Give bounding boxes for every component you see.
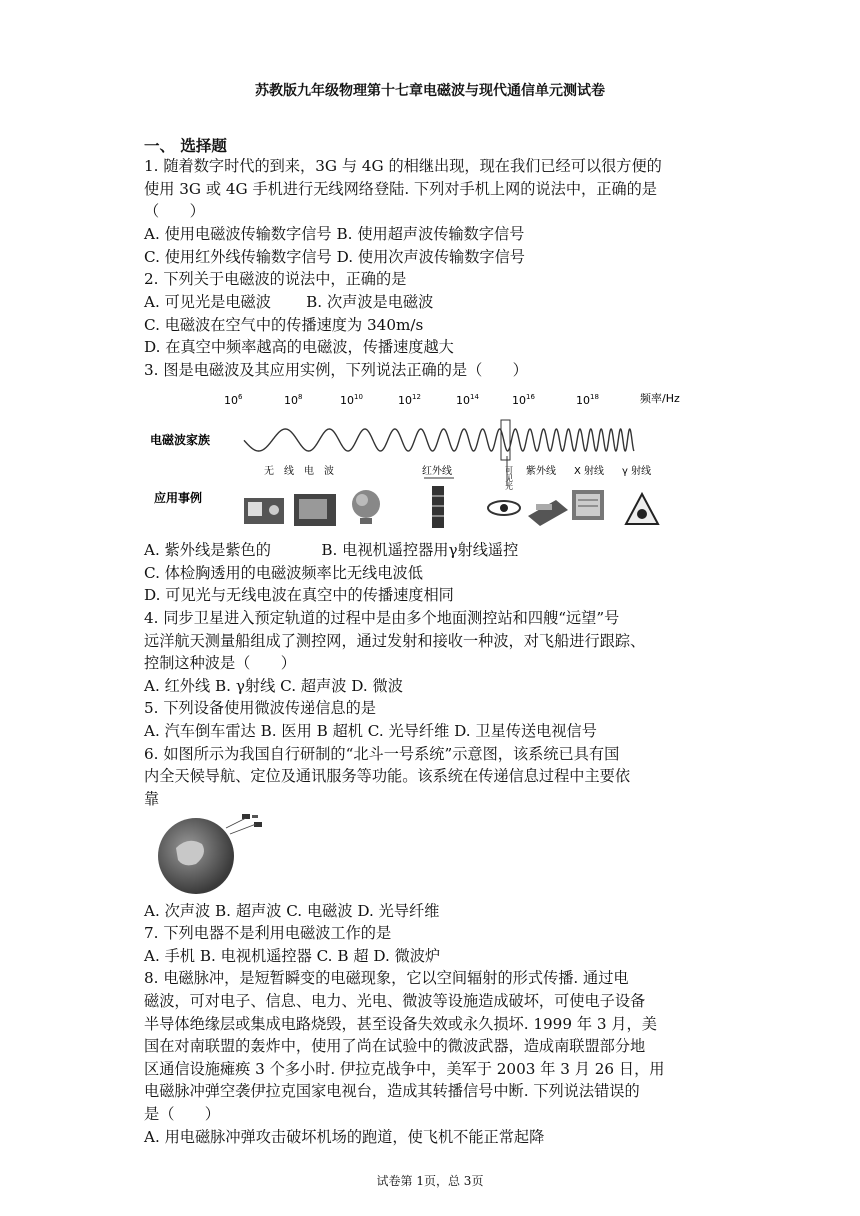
tv-set-image <box>294 494 336 526</box>
row-label-applications: 应用事例 <box>154 491 203 505</box>
q2-option-d: D. 在真空中频率越高的电磁波，传播速度越大 <box>144 338 454 356</box>
q8-stem-line1: 8. 电磁脉冲，是短暂瞬变的电磁现象，它以空间辐射的形式传播. 通过电 <box>144 969 629 987</box>
beidou-system-figure <box>156 808 276 896</box>
band-xray: X 射线 <box>574 466 605 477</box>
radio-set-image <box>244 498 284 524</box>
frequency-label: $10^{12}$ <box>398 393 421 407</box>
q6-stem-line1: 6. 如图所示为我国自行研制的“北斗一号系统”示意图，该系统已具有国 <box>144 745 620 763</box>
q2-stem: 2. 下列关于电磁波的说法中，正确的是 <box>144 270 407 288</box>
q3-option-d: D. 可见光与无线电波在真空中的传播速度相同 <box>144 586 454 604</box>
band-radio: 无 线 电 波 <box>264 466 334 477</box>
q6-stem-line2: 内全天候导航、定位及通讯服务等功能。该系统在传递信息过程中主要依 <box>144 767 630 785</box>
row-label-em-family: 电磁波家族 <box>150 433 211 447</box>
q8-stem-line6: 电磁脉冲弹空袭伊拉克国家电视台，造成其转播信号中断. 下列说法错误的 <box>144 1082 640 1100</box>
band-visible: 可见光 <box>504 466 514 490</box>
q5-options: A. 汽车倒车雷达 B. 医用 B 超机 C. 光导纤维 D. 卫星传送电视信号 <box>144 722 597 740</box>
q7-options: A. 手机 B. 电视机遥控器 C. B 超 D. 微波炉 <box>144 947 441 965</box>
frequency-label: $10^{10}$ <box>340 393 363 407</box>
q8-stem-line3: 半导体绝缘层或集成电路烧毁，甚至设备失效或永久损坏. 1999 年 3 月，美 <box>144 1015 657 1033</box>
section-heading: 一、 选择题 <box>144 137 227 155</box>
frequency-label: $10^{18}$ <box>576 393 599 407</box>
q2-options-ab: A. 可见光是电磁波 B. 次声波是电磁波 <box>144 293 434 311</box>
xray-film-image <box>572 490 604 520</box>
q8-stem-line5: 区通信设施瘫痪 3 个多小时. 伊拉克战争中，美军于 2003 年 3 月 26 日，用 <box>144 1060 665 1078</box>
q3-stem: 3. 图是电磁波及其应用实例，下列说法正确的是（ ） <box>144 361 528 379</box>
frequency-label: $10^{14}$ <box>456 393 479 407</box>
frequency-label: $10^6$ <box>224 393 243 407</box>
band-ultraviolet: 紫外线 <box>526 466 556 477</box>
q1-options-cd: C. 使用红外线传输数字信号 D. 使用次声波传输数字信号 <box>144 248 525 266</box>
satellite-icon <box>226 814 262 834</box>
q2-option-c: C. 电磁波在空气中的传播速度为 340m/s <box>144 316 424 334</box>
q8-stem-line2: 磁波，可对电子、信息、电力、光电、微波等设施造成破坏，可使电子设备 <box>144 992 646 1010</box>
radiation-sign-image <box>626 494 658 524</box>
uv-device-image <box>528 500 568 526</box>
frequency-label: $10^8$ <box>284 393 303 407</box>
q6-options: A. 次声波 B. 超声波 C. 电磁波 D. 光导纤维 <box>144 902 440 920</box>
q6-stem-line3: 靠 <box>144 790 160 808</box>
q5-stem: 5. 下列设备使用微波传递信息的是 <box>144 699 376 717</box>
q4-stem-line3: 控制这种波是（ ） <box>144 654 296 672</box>
q7-stem: 7. 下列电器不是利用电磁波工作的是 <box>144 924 392 942</box>
q3-options-ab: A. 紫外线是紫色的 B. 电视机遥控器用γ射线遥控 <box>144 541 519 559</box>
q1-stem-line3: （ ） <box>144 202 205 220</box>
q1-stem-line2: 使用 3G 或 4G 手机进行无线网络登陆. 下列对手机上网的说法中，正确的是 <box>144 180 657 198</box>
eye-image <box>488 501 520 515</box>
q3-option-c: C. 体检胸透用的电磁波频率比无线电波低 <box>144 564 423 582</box>
globe-image <box>352 490 380 524</box>
em-spectrum-figure <box>144 386 724 534</box>
q1-options-ab: A. 使用电磁波传输数字信号 B. 使用超声波传输数字信号 <box>144 225 525 243</box>
q1-stem-line1: 1. 随着数字时代的到来，3G 与 4G 的相继出现，现在我们已经可以很方便的 <box>144 157 662 175</box>
q4-stem-line2: 远洋航天测量船组成了测控网，通过发射和接收一种波，对飞船进行跟踪、 <box>144 632 646 650</box>
page-footer: 试卷第 1页，总 3页 <box>376 1174 484 1188</box>
q8-stem-line7: 是（ ） <box>144 1105 220 1123</box>
frequency-labels <box>224 393 599 407</box>
q4-options: A. 红外线 B. γ射线 C. 超声波 D. 微波 <box>144 677 403 695</box>
frequency-label: $10^{16}$ <box>512 393 535 407</box>
q8-option-a: A. 用电磁脉冲弹攻击破坏机场的跑道，使飞机不能正常起降 <box>144 1128 545 1146</box>
q4-stem-line1: 4. 同步卫星进入预定轨道的过程中是由多个地面测控站和四艘“远望”号 <box>144 609 620 627</box>
page-title: 苏教版九年级物理第十七章电磁波与现代通信单元测试卷 <box>255 83 605 99</box>
band-infrared: 红外线 <box>422 466 452 477</box>
heat-lamp-image <box>432 486 444 528</box>
em-wave-curve <box>244 429 634 451</box>
band-gamma: γ 射线 <box>622 466 652 477</box>
q8-stem-line4: 国在对南联盟的轰炸中，使用了尚在试验中的微波武器，造成南联盟部分地 <box>144 1037 646 1055</box>
visible-light-marker <box>501 420 510 460</box>
frequency-axis-label: 频率/Hz <box>640 392 680 405</box>
